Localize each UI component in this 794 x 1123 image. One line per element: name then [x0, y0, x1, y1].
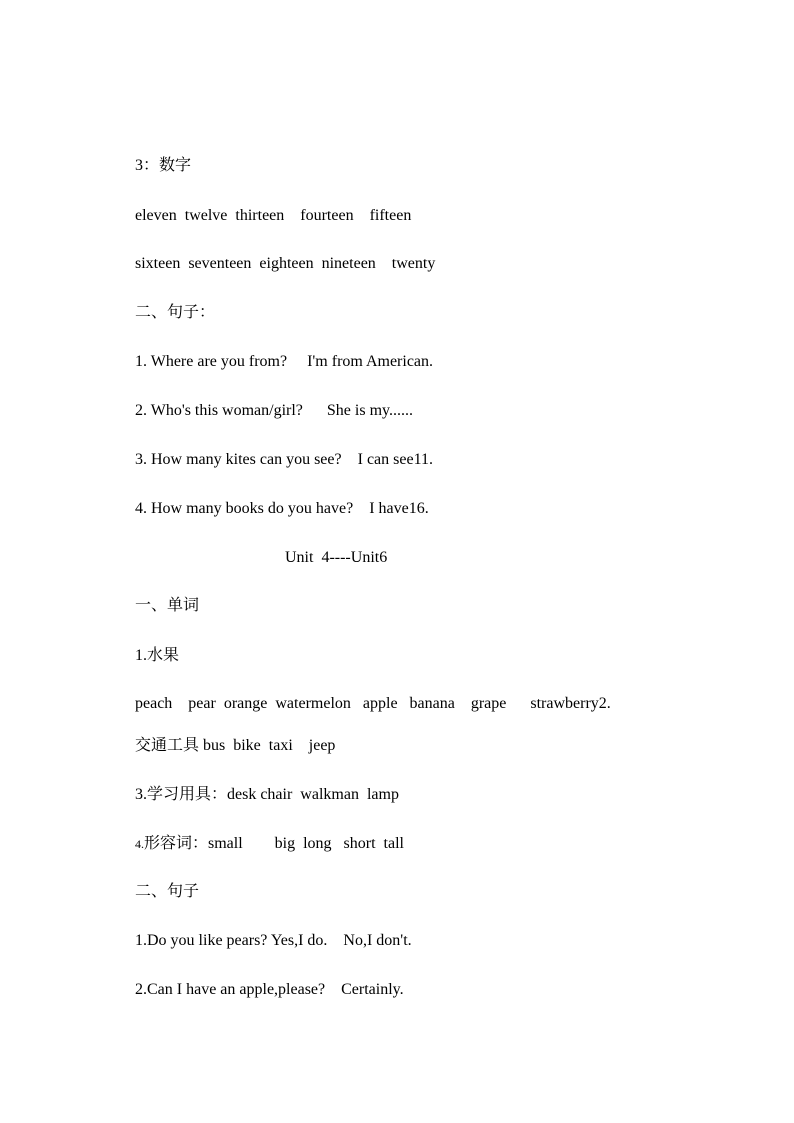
numbers-line-1: eleven twelve thirteen fourteen fifteen	[135, 207, 412, 224]
words-heading: 一、单词	[135, 597, 200, 614]
adjectives-number: 4.	[135, 837, 144, 851]
school-supplies-words: 3.学习用具：desk chair walkman lamp	[135, 786, 399, 803]
sentence-5: 1.Do you like pears? Yes,I do. No,I don't.	[135, 932, 412, 949]
section-numbers-heading: 3：数字	[135, 157, 192, 174]
sentence-6: 2.Can I have an apple,please? Certainly.	[135, 981, 404, 998]
sentence-2: 2. Who's this woman/girl? She is my......	[135, 402, 413, 419]
transport-words: 交通工具 bus bike taxi jeep	[135, 737, 336, 754]
adjectives-words: 形容词：small big long short tall	[144, 835, 404, 852]
adjectives-line	[135, 834, 404, 854]
fruit-words: peach pear orange watermelon apple banana grape strawberry2.	[135, 695, 611, 712]
fruit-heading: 1.水果	[135, 647, 180, 664]
unit-title: Unit 4----Unit6	[285, 549, 388, 566]
sentences-heading: 二、句子：	[135, 304, 216, 321]
sentence-4: 4. How many books do you have? I have16.	[135, 500, 429, 517]
sentence-3: 3. How many kites can you see? I can see11.	[135, 451, 433, 468]
sentences-heading-2: 二、句子	[135, 883, 200, 900]
numbers-line-2: sixteen seventeen eighteen nineteen twenty	[135, 255, 436, 272]
sentence-1: 1. Where are you from? I'm from American.	[135, 353, 434, 370]
